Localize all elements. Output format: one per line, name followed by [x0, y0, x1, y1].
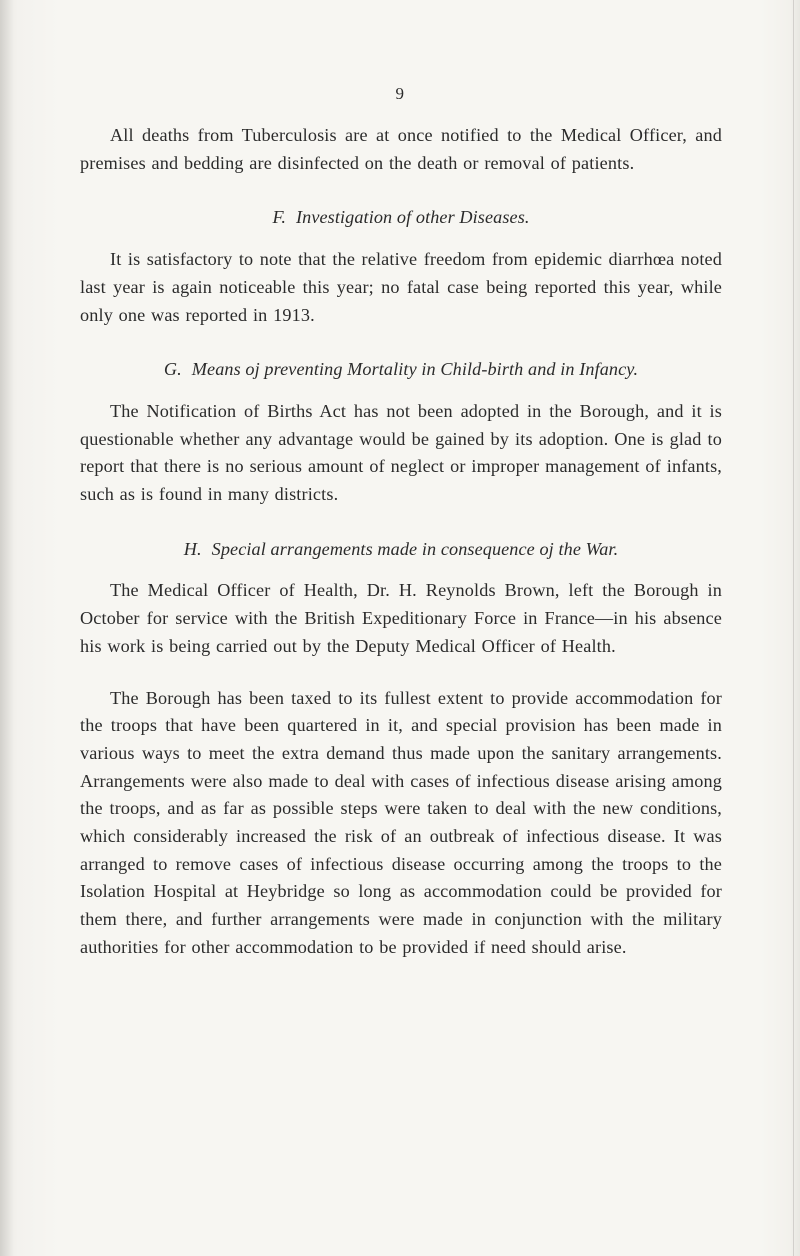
page-edge-shadow: [0, 0, 14, 1256]
section-f-letter: F.: [272, 207, 286, 228]
page-edge-rule: [793, 0, 794, 1256]
section-g-heading: [80, 356, 722, 384]
section-f-title: Investigation of other Diseases.: [295, 207, 530, 228]
page-number: 9: [395, 84, 405, 103]
section-g-paragraph: The Notification of Births Act has not been adopted in the Borough, and it is questionable whether any advantage would be gained by its adoption. One is glad to report that there is no serious amount of neglect or improper management of infants, such as is found in many districts.: [80, 400, 722, 505]
section-h-paragraph-2: The Borough has been taxed to its fullest extent to provide accommodation for the troops that have been quartered in it, and special provision has been made in various ways to meet the extra demand thus made upon the sanitary arrangements. Arrangements were also made to deal with cases of infectious disease arising among the troops, and as far as possible steps were taken to deal with the new conditions, which considerably increased the risk of an outbreak of infectious disease. It was arranged to remove cases of infectious disease occurring among the troops to the Isolation Hospital at Heybridge so long as accommodation could be provided for them there, and further arrangements were made in conjunction with the military authorities for other accommodation to be provided if need should arise.: [80, 687, 722, 957]
section-h-paragraph-1: The Medical Officer of Health, Dr. H. Reynolds Brown, left the Borough in October for service with the British Expeditionary Force in France—in his absence his work is being carried out by the Deputy Medical Officer of Health.: [80, 580, 722, 656]
section-g-letter: G.: [163, 359, 182, 380]
section-f-heading: [80, 204, 722, 232]
section-h-letter: H.: [183, 538, 202, 559]
section-h-heading: [80, 536, 722, 564]
section-g-title: Means oj preventing Mortality in Child-birth and in Infancy.: [191, 359, 639, 380]
section-h-title: Special arrangements made in consequence oj the War.: [211, 538, 619, 559]
section-f-paragraph: It is satisfactory to note that the relative freedom from epidemic diarrhœa noted last year is again noticeable this year; no fatal case being reported this year, while only one was reported in 1913.: [80, 249, 722, 325]
document-body: [80, 122, 722, 962]
intro-paragraph: All deaths from Tuberculosis are at once notified to the Medical Officer, and premises and bedding are disinfected on the death or removal of patients.: [80, 125, 722, 173]
